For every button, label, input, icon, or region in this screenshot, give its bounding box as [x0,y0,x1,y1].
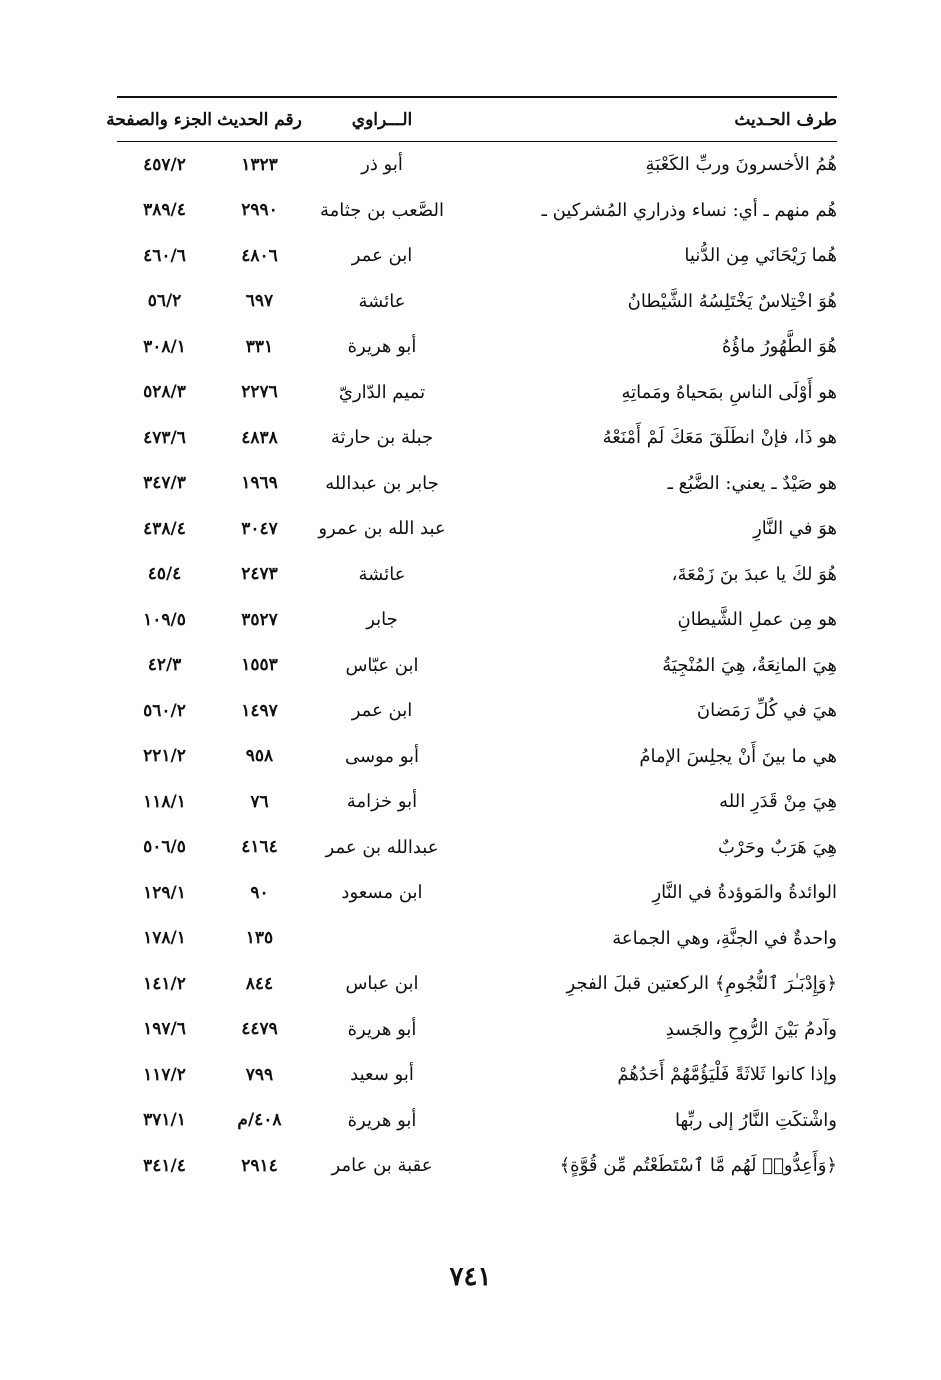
narrator-cell: عقبة بن عامر [331,1155,433,1177]
volume-page-cell: ٥٠٦/٥ [143,837,186,858]
volume-page-cell: ٣٤٧/٣ [143,473,186,494]
volume-page-cell: ٣٨٩/٤ [143,200,186,221]
table-row [117,597,837,643]
number-cell: ٣٠٤٧ [241,518,278,539]
number-cell: ٤٨٣٨ [241,427,278,448]
narrator-cell: ابن مسعود [341,882,423,904]
volume-page-cell: ٤٥٧/٢ [143,154,186,175]
number-cell: ٤٠٨/م [237,1110,282,1131]
number-cell: ٧٦ [250,791,269,812]
volume-page-cell: ١١٨/١ [143,791,186,812]
narrator-cell [307,916,457,962]
volume-page-cell: ٤٣٨/٤ [143,518,186,539]
hadith-cell: هُم منهم ـ أي: نساء وذراري المُشركين ـ [541,199,837,221]
number-cell: ١٥٥٣ [241,655,278,676]
hadith-cell: هُمُ الأخسرونَ وربِّ الكَعْبَةِ [645,154,837,176]
volume-page-cell: ١١٧/٢ [143,1064,186,1085]
volume-page-cell: ٣٠٨/١ [143,336,186,357]
narrator-cell: ابن عمر [351,245,413,267]
narrator-cell: عبدالله بن عمر [325,836,439,858]
hadith-cell: هيَ في كُلِّ رَمَضانَ [696,700,837,722]
number-cell: ٤٤٧٩ [241,1019,278,1040]
number-cell: ٩٥٨ [245,746,274,767]
table-row [117,916,837,962]
hadith-cell: وآدمُ بَيْنَ الرُّوحِ والجَسدِ [665,1018,837,1040]
hadith-cell: هوَ في النَّارِ [753,518,837,540]
narrator-cell: ابن عبّاس [345,654,419,676]
hadith-cell: هي ما بينَ أَنْ يجلِسَ الإمامُ [639,745,837,767]
narrator-cell: جبلة بن حارثة [330,427,434,449]
volume-page-cell: ٥٦/٢ [147,291,182,312]
narrator-cell: جابر بن عبدالله [325,472,439,494]
volume-page-cell: ٣٤١/٤ [143,1155,186,1176]
volume-page-cell: ١٢٩/١ [143,882,186,903]
volume-page-cell: ١٧٨/١ [143,928,186,949]
narrator-cell: عائشة [358,290,406,312]
table-row [117,188,837,234]
table-row [117,1098,837,1144]
table-row [117,142,837,188]
narrator-cell: أبو خزامة [346,791,418,813]
table-row [117,279,837,325]
table-row [117,506,837,552]
table-row [117,643,837,689]
table-row [117,1052,837,1098]
table-row [117,370,837,416]
hadith-cell: ﴿وَأَعِدُّوا۟ لَهُم مَّا ٱسْتَطَعْتُم مِّن قُوَّةٍ﴾ [559,1155,837,1177]
volume-page-cell: ١٩٧/٦ [143,1019,186,1040]
narrator-cell: ابن عمر [351,700,413,722]
narrator-cell: جابر [366,609,398,631]
volume-page-cell: ٤٧٣/٦ [143,427,186,448]
page-number: ٧٤١ [449,1262,492,1292]
header-narrator: الـــراوي [307,98,457,142]
number-cell: ٤١٦٤ [241,837,278,858]
table-row [117,552,837,598]
table-row [117,324,837,370]
hadith-cell: هِيَ مِنْ قَدَرِ الله [719,791,837,813]
volume-page-cell: ٢٢١/٢ [143,746,186,767]
narrator-cell: الصَّعب بن جثامة [320,199,444,221]
table-row [117,961,837,1007]
table-row [117,415,837,461]
number-cell: ٦٩٧ [245,291,274,312]
narrator-cell: أبو هريرة [347,336,417,358]
volume-page-cell: ٥٦٠/٢ [143,700,186,721]
narrator-cell: أبو هريرة [347,1018,417,1040]
hadith-cell: وإذا كانوا ثَلاثَةً فَلْيَؤُمَّهُمْ أَحَدُهُمْ [617,1064,837,1086]
narrator-cell: تميم الدّاريّ [338,381,426,403]
header-volume-page: الجزء والصفحة [117,98,212,142]
hadith-cell: واحدةٌ في الجنَّةِ، وهي الجماعة [612,927,837,949]
table-row [117,870,837,916]
table-row [117,825,837,871]
volume-page-cell: ٤٥/٤ [147,564,182,585]
hadith-cell: هو ذَا، فإنْ انطَلَقَ مَعَكَ لَمْ أَمْنَعْهُ [602,427,837,449]
volume-page-cell: ٥٢٨/٣ [143,382,186,403]
hadith-cell: هو أَوْلَى الناسِ بمَحياهُ ومَماتِهِ [621,381,837,403]
hadith-cell: هو مِن عملِ الشَّيطانِ [677,609,837,631]
hadith-cell: هُما رَيْحَانَي مِن الدُّنيا [684,245,837,267]
volume-page-cell: ١٤١/٢ [143,973,186,994]
volume-page-cell: ٣٧١/١ [143,1110,186,1131]
hadith-cell: ﴿وَإِدْبَـٰرَ ٱلنُّجُومِ﴾ الركعتين قبلَ الفجرِ [566,973,837,995]
number-cell: ٤٨٠٦ [241,245,278,266]
volume-page-cell: ٤٦٠/٦ [143,245,186,266]
narrator-cell: أبو هريرة [347,1109,417,1131]
volume-page-cell: ١٠٩/٥ [143,609,186,630]
number-cell: ٧٩٩ [245,1064,274,1085]
hadith-cell: هُوَ اخْتِلاسٌ يَخْتَلِسُهُ الشَّيْطانُ [627,290,837,312]
table-row [117,233,837,279]
table-row [117,1143,837,1189]
number-cell: ٢٤٧٣ [241,564,278,585]
narrator-cell: أبو ذر [361,154,403,176]
number-cell: ٢٩١٤ [241,1155,278,1176]
number-cell: ٣٣١ [245,336,274,357]
hadith-index-table [106,98,837,1189]
hadith-cell: هو صَيْدٌ ـ يعني: الضَّبُع ـ [667,472,837,494]
narrator-cell: ابن عباس [345,973,419,995]
table-row [117,1007,837,1053]
number-cell: ١٩٦٩ [241,473,278,494]
hadith-cell: هِيَ المانِعَةُ، هِيَ المُنْجِيَةُ [662,654,837,676]
number-cell: ١٤٩٧ [241,700,278,721]
table-row [117,779,837,825]
hadith-cell: الوائدةُ والمَوؤدةُ في النَّارِ [652,882,837,904]
volume-page-cell: ٤٢/٣ [147,655,182,676]
header-hadith: طرف الحـديث [457,98,837,142]
narrator-cell: عبد الله بن عمرو [318,518,446,540]
number-cell: ٢٩٩٠ [241,200,278,221]
number-cell: ١٣٢٣ [241,154,278,175]
hadith-cell: هُوَ الطَّهُورُ ماؤُهُ [721,336,837,358]
table-row [117,688,837,734]
number-cell: ١٣٥ [245,928,274,949]
number-cell: ٢٢٧٦ [241,382,278,403]
narrator-cell: أبو سعيد [350,1064,414,1086]
header-number: رقم الحديث [212,98,307,142]
narrator-cell: عائشة [358,563,406,585]
hadith-cell: واشْتكَتِ النَّارُ إلى ربِّها [674,1109,837,1131]
hadith-cell: هُوَ لكَ يا عبدَ بنَ زَمْعَةَ، [671,563,837,585]
narrator-cell: أبو موسى [344,745,420,767]
table-header-row [117,98,837,142]
hadith-cell: هِيَ هَرَبٌ وحَرْبٌ [717,836,837,858]
table-row [117,734,837,780]
table-body [117,142,837,1189]
table-row [117,461,837,507]
number-cell: ٣٥٢٧ [241,609,278,630]
number-cell: ٨٤٤ [245,973,274,994]
number-cell: ٩٠ [250,882,269,903]
